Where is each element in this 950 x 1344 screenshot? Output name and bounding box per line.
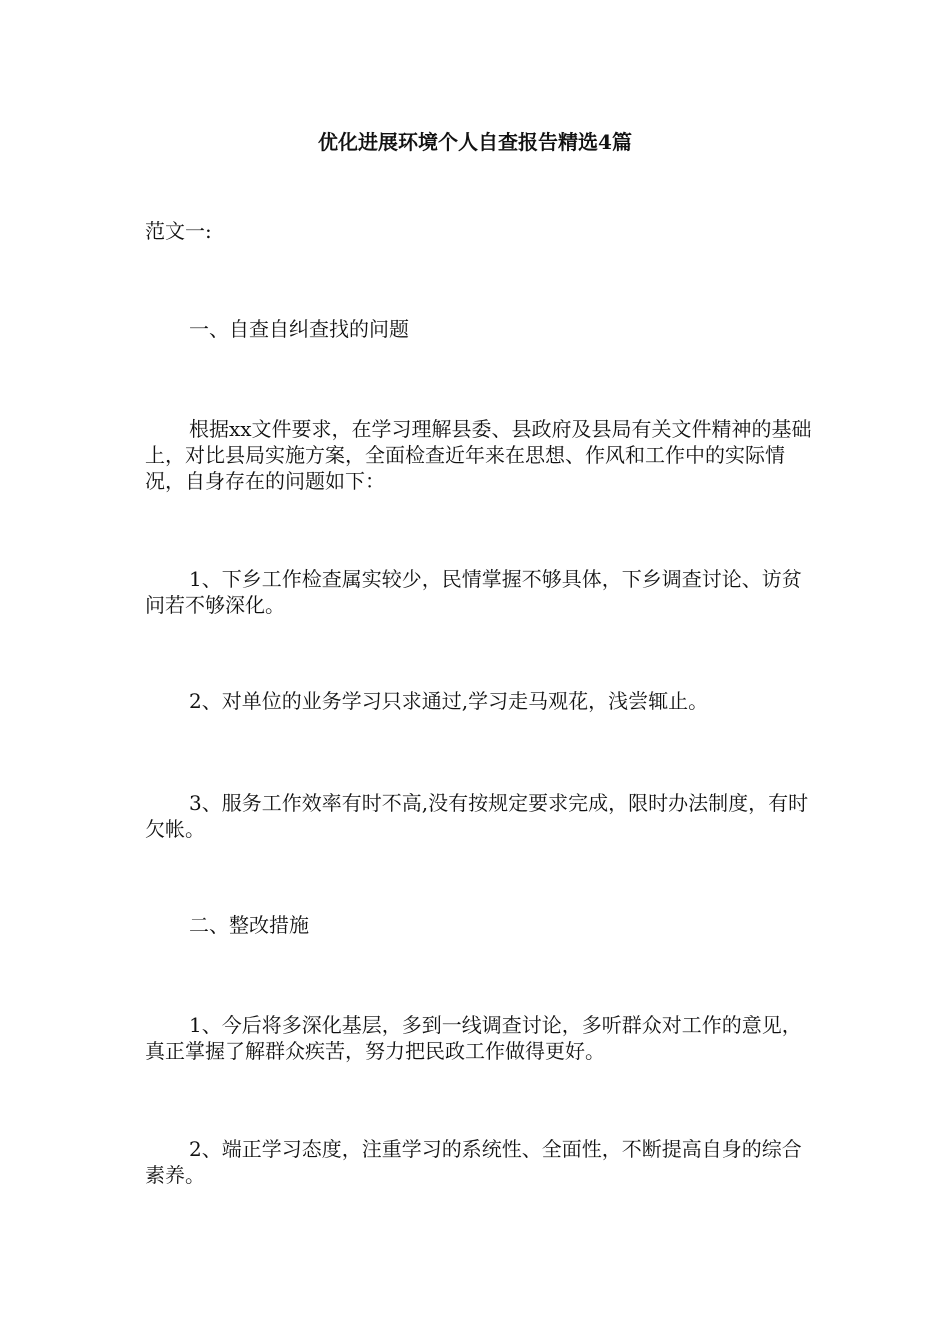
section-heading-problems: 一、自查自纠查找的问题 <box>189 317 409 341</box>
paragraph-measure-1: 1、今后将多深化基层，多到一线调查讨论，多听群众对工作的意见，真正掌握了解群众疾苦，努力把民政工作做得更好。 <box>145 1013 802 1063</box>
paragraph-problem-1: 1、下乡工作检查属实较少，民情掌握不够具体，下乡调查讨论、访贫问若不够深化。 <box>145 567 802 617</box>
document-title: 优化进展环境个人自查报告精选4篇 <box>318 130 632 154</box>
paragraph-intro: 根据xx文件要求，在学习理解县委、县政府及县局有关文件精神的基础上，对比县局实施方案，全面检查近年来在思想、作风和工作中的实际情况，自身存在的问题如下： <box>145 417 812 493</box>
section-heading-measures: 二、整改措施 <box>189 913 309 937</box>
paragraph-problem-2: 2、对单位的业务学习只求通过,学习走马观花，浅尝辄止。 <box>189 689 709 713</box>
paragraph-measure-2: 2、端正学习态度，注重学习的系统性、全面性，不断提高自身的综合素养。 <box>145 1137 802 1187</box>
section-label: 范文一: <box>145 219 212 243</box>
paragraph-problem-3: 3、服务工作效率有时不高,没有按规定要求完成，限时办法制度，有时欠帐。 <box>145 791 809 841</box>
